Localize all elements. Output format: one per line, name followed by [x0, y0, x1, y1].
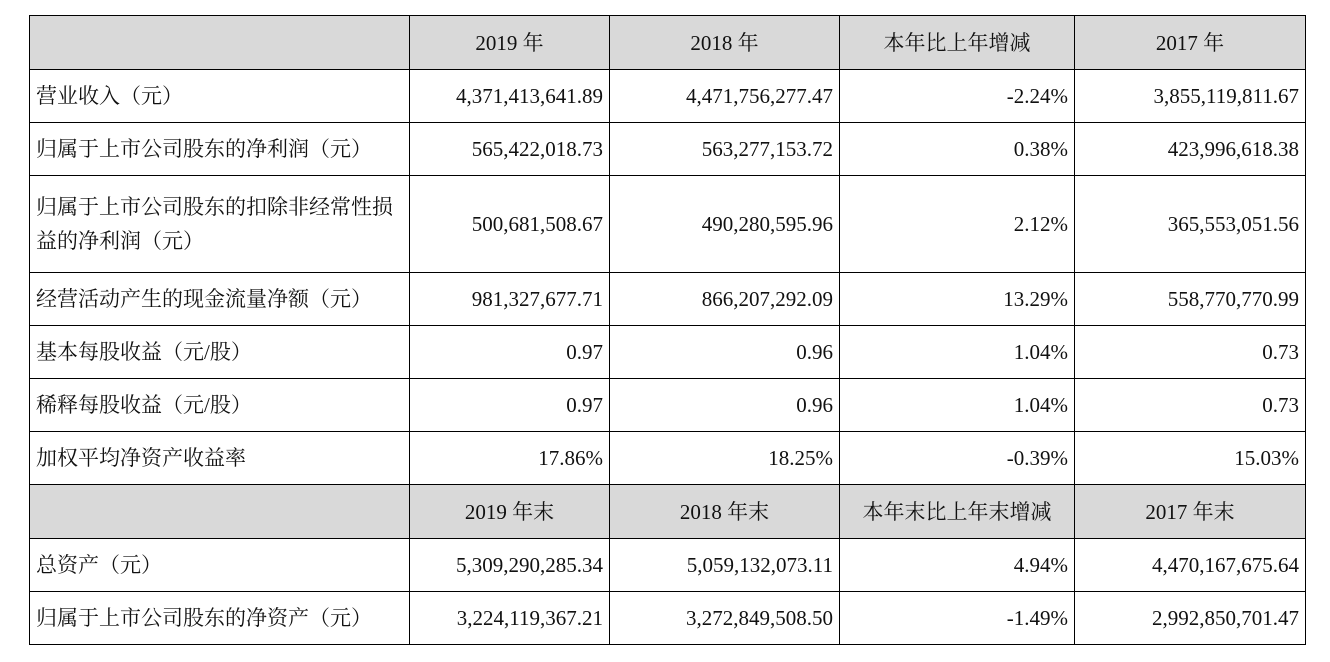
- value-2019: 0.97: [410, 379, 610, 432]
- header-2019: 2019 年: [410, 16, 610, 70]
- row-label: 加权平均净资产收益率: [30, 432, 410, 485]
- value-2019: 565,422,018.73: [410, 123, 610, 176]
- value-2018: 563,277,153.72: [610, 123, 840, 176]
- value-change: 2.12%: [840, 176, 1075, 273]
- row-label: 归属于上市公司股东的净利润（元）: [30, 123, 410, 176]
- value-change: 0.38%: [840, 123, 1075, 176]
- header-2017-end: 2017 年末: [1075, 485, 1306, 539]
- row-label: 归属于上市公司股东的扣除非经常性损益的净利润（元）: [30, 176, 410, 273]
- value-change: -1.49%: [840, 592, 1075, 645]
- value-change: 4.94%: [840, 539, 1075, 592]
- value-2017: 423,996,618.38: [1075, 123, 1306, 176]
- row-label: 总资产（元）: [30, 539, 410, 592]
- value-2018: 490,280,595.96: [610, 176, 840, 273]
- table-row: [30, 379, 1306, 432]
- value-2018: 4,471,756,277.47: [610, 70, 840, 123]
- value-2019: 17.86%: [410, 432, 610, 485]
- value-2019: 4,371,413,641.89: [410, 70, 610, 123]
- value-2018: 0.96: [610, 326, 840, 379]
- header-2017: 2017 年: [1075, 16, 1306, 70]
- row-label: 基本每股收益（元/股）: [30, 326, 410, 379]
- value-change: 1.04%: [840, 379, 1075, 432]
- header-2019-end: 2019 年末: [410, 485, 610, 539]
- value-2018: 5,059,132,073.11: [610, 539, 840, 592]
- value-change: 1.04%: [840, 326, 1075, 379]
- value-2017: 558,770,770.99: [1075, 273, 1306, 326]
- value-2018: 866,207,292.09: [610, 273, 840, 326]
- table-row: [30, 432, 1306, 485]
- value-2019: 5,309,290,285.34: [410, 539, 610, 592]
- header-2018: 2018 年: [610, 16, 840, 70]
- value-2017: 3,855,119,811.67: [1075, 70, 1306, 123]
- header-label-cell: [30, 485, 410, 539]
- value-2017: 15.03%: [1075, 432, 1306, 485]
- value-change: 13.29%: [840, 273, 1075, 326]
- table-header-row: [30, 16, 1306, 70]
- row-label: 归属于上市公司股东的净资产（元）: [30, 592, 410, 645]
- header-label-cell: [30, 16, 410, 70]
- value-2017: 2,992,850,701.47: [1075, 592, 1306, 645]
- value-change: -2.24%: [840, 70, 1075, 123]
- value-2019: 0.97: [410, 326, 610, 379]
- financial-summary-table: [29, 15, 1306, 645]
- header-2018-end: 2018 年末: [610, 485, 840, 539]
- table-row: [30, 326, 1306, 379]
- table-row: [30, 176, 1306, 273]
- header-change: 本年比上年增减: [840, 16, 1075, 70]
- value-2019: 3,224,119,367.21: [410, 592, 610, 645]
- value-2018: 0.96: [610, 379, 840, 432]
- table-row: [30, 539, 1306, 592]
- value-2017: 0.73: [1075, 379, 1306, 432]
- value-change: -0.39%: [840, 432, 1075, 485]
- row-label: 营业收入（元）: [30, 70, 410, 123]
- table-row: [30, 123, 1306, 176]
- value-2017: 0.73: [1075, 326, 1306, 379]
- value-2018: 18.25%: [610, 432, 840, 485]
- table-row: [30, 273, 1306, 326]
- value-2017: 365,553,051.56: [1075, 176, 1306, 273]
- value-2019: 981,327,677.71: [410, 273, 610, 326]
- row-label: 稀释每股收益（元/股）: [30, 379, 410, 432]
- value-2019: 500,681,508.67: [410, 176, 610, 273]
- table-row: [30, 592, 1306, 645]
- table-row: [30, 70, 1306, 123]
- value-2018: 3,272,849,508.50: [610, 592, 840, 645]
- header-change-end: 本年末比上年末增减: [840, 485, 1075, 539]
- table-header-row-period-end: [30, 485, 1306, 539]
- value-2017: 4,470,167,675.64: [1075, 539, 1306, 592]
- row-label: 经营活动产生的现金流量净额（元）: [30, 273, 410, 326]
